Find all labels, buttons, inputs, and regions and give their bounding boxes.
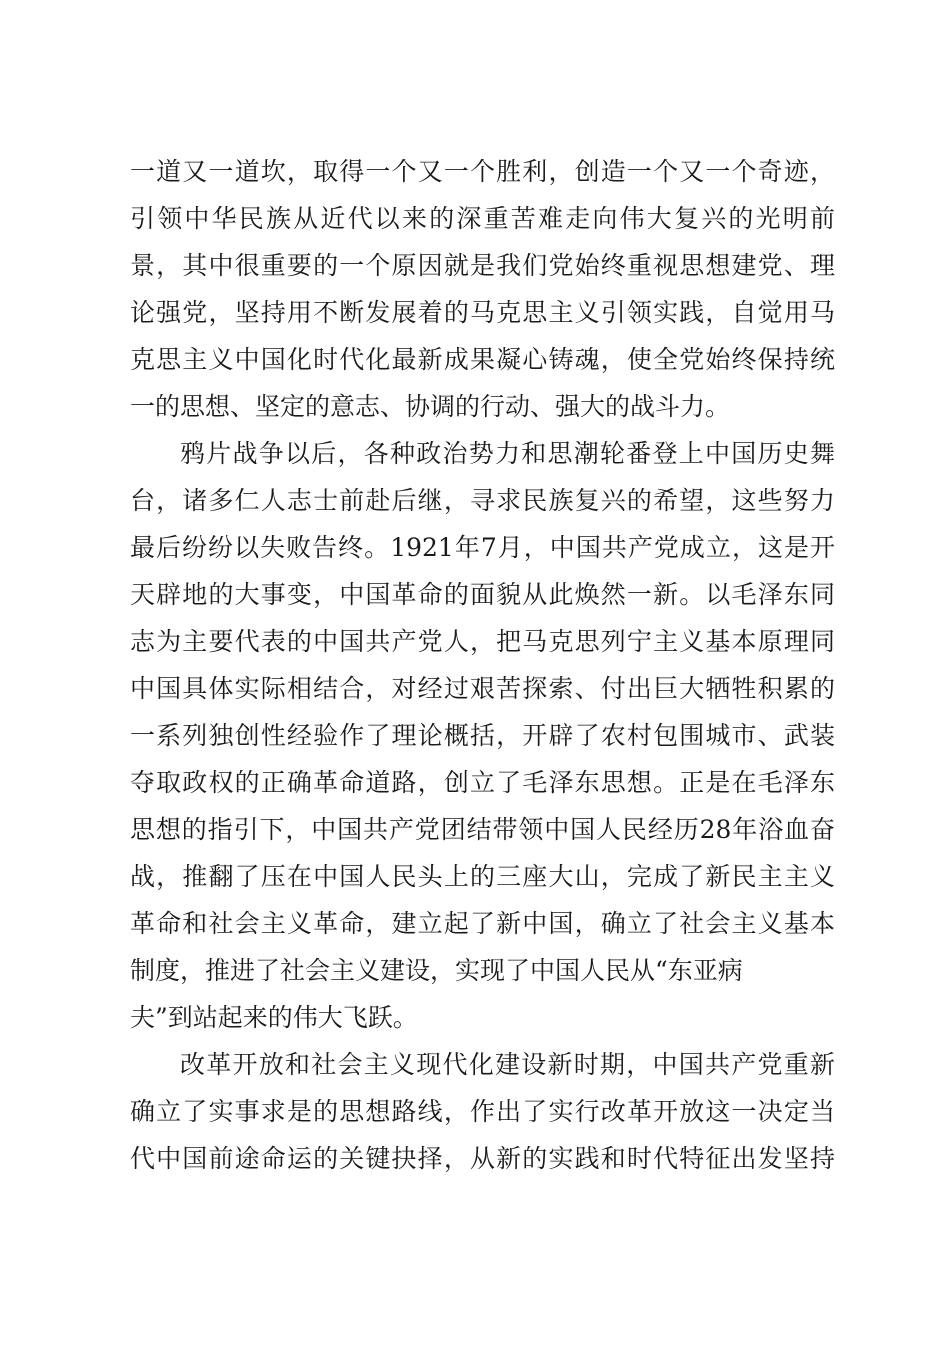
text-line: 台，诸多仁人志士前赴后继，寻求民族复兴的希望，这些努力 bbox=[130, 486, 835, 515]
paragraph-3 bbox=[130, 1041, 835, 1182]
text-line: 一的思想、坚定的意志、协调的行动、强大的战斗力。 bbox=[130, 392, 731, 421]
body-text bbox=[130, 148, 835, 1182]
text-line: 确立了实事求是的思想路线，作出了实行改革开放这一决定当 bbox=[130, 1097, 835, 1126]
text-line: 天辟地的大事变，中国革命的面貌从此焕然一新。以毛泽东同 bbox=[130, 580, 835, 609]
text-line: 夫”到站起来的伟大飞跃。 bbox=[130, 1003, 418, 1032]
text-line: 鸦片战争以后，各种政治势力和思潮轮番登上中国历史舞 bbox=[180, 439, 835, 468]
text-line: 战，推翻了压在中国人民头上的三座大山，完成了新民主主义 bbox=[130, 862, 835, 891]
text-line: 志为主要代表的中国共产党人，把马克思列宁主义基本原理同 bbox=[130, 627, 835, 656]
text-line: 制度，推进了社会主义建设，实现了中国人民从“东亚病 bbox=[130, 956, 743, 985]
text-line: 景，其中很重要的一个原因就是我们党始终重视思想建党、理 bbox=[130, 251, 835, 280]
text-line: 中国具体实际相结合，对经过艰苦探索、付出巨大牺牲积累的 bbox=[130, 674, 835, 703]
text-line: 代中国前途命运的关键抉择，从新的实践和时代特征出发坚持 bbox=[130, 1144, 835, 1173]
text-line: 思想的指引下，中国共产党团结带领中国人民经历28年浴血奋 bbox=[130, 815, 835, 844]
text-line: 改革开放和社会主义现代化建设新时期，中国共产党重新 bbox=[180, 1050, 835, 1079]
text-line: 革命和社会主义革命，建立起了新中国，确立了社会主义基本 bbox=[130, 909, 835, 938]
text-line: 一道又一道坎，取得一个又一个胜利，创造一个又一个奇迹， bbox=[130, 157, 835, 186]
text-line: 克思主义中国化时代化最新成果凝心铸魂，使全党始终保持统 bbox=[130, 345, 835, 374]
paragraph-1 bbox=[130, 148, 835, 430]
text-line: 一系列独创性经验作了理论概括，开辟了农村包围城市、武装 bbox=[130, 721, 835, 750]
text-line: 论强党，坚持用不断发展着的马克思主义引领实践，自觉用马 bbox=[130, 298, 835, 327]
text-line: 引领中华民族从近代以来的深重苦难走向伟大复兴的光明前 bbox=[130, 204, 835, 233]
text-line: 夺取政权的正确革命道路，创立了毛泽东思想。正是在毛泽东 bbox=[130, 768, 835, 797]
paragraph-2 bbox=[130, 430, 835, 1041]
text-line: 最后纷纷以失败告终。1921年7月，中国共产党成立，这是开 bbox=[130, 533, 835, 562]
